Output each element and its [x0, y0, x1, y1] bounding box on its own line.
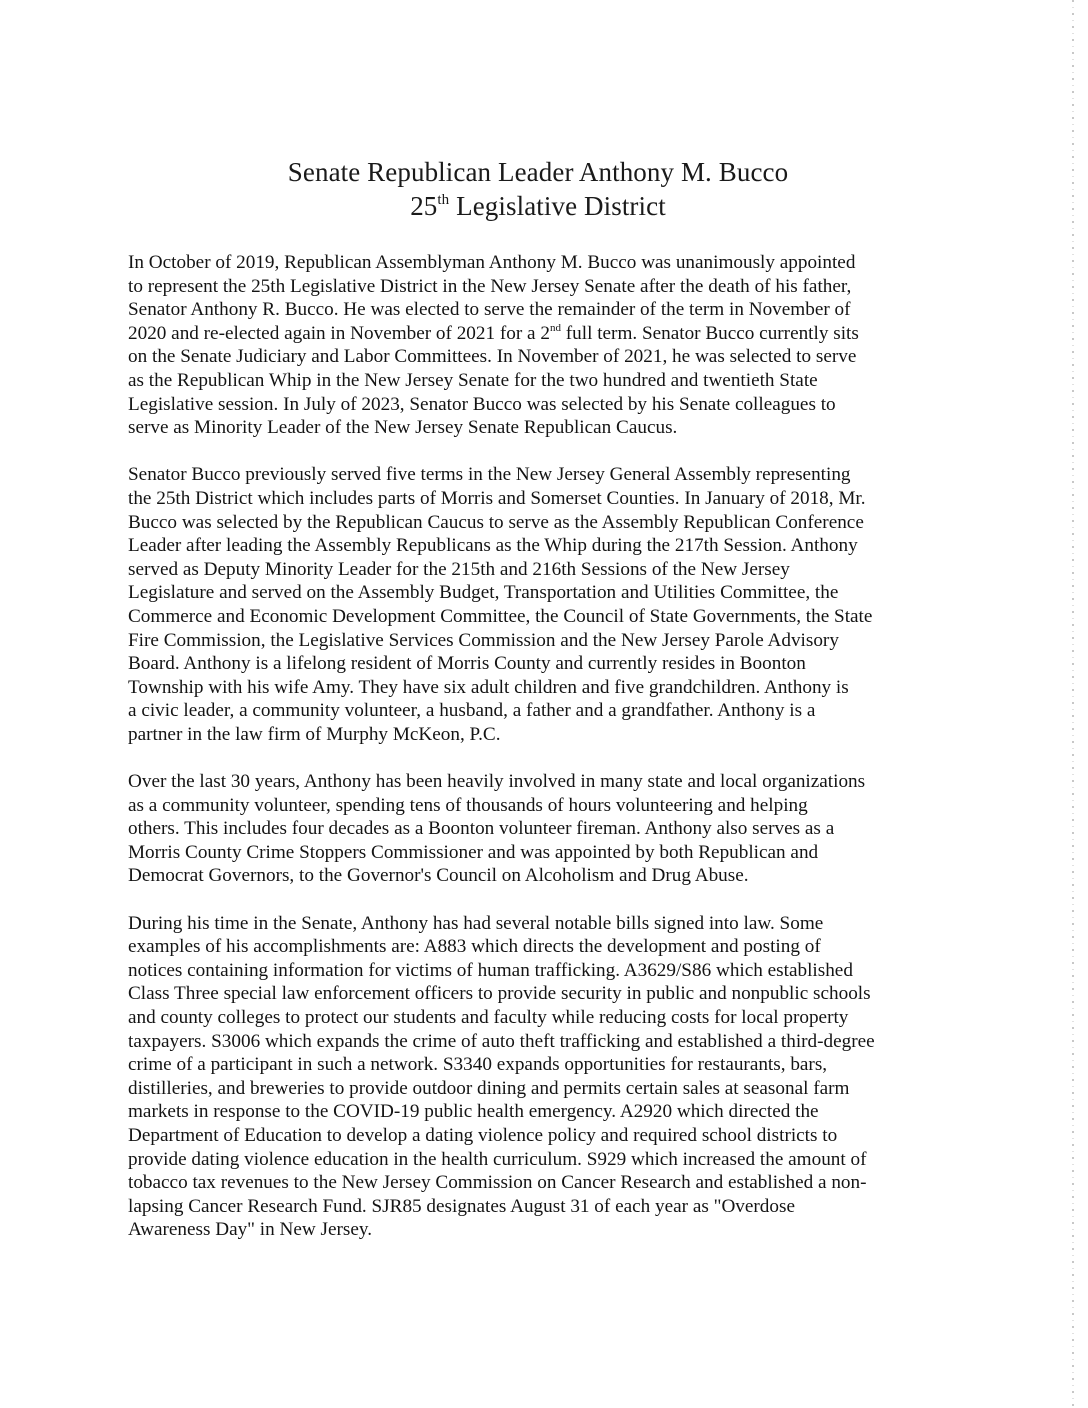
text-line: others. This includes four decades as a Boonton volunteer fireman. Anthony also serves as a: [128, 818, 835, 840]
text-line: During his time in the Senate, Anthony has had several notable bills signed into law. Some: [128, 912, 824, 934]
text-line: Board. Anthony is a lifelong resident of Morris County and currently resides in Boonton: [128, 653, 806, 675]
text-line: Class Three special law enforcement officers to provide security in public and nonpublic schools: [128, 983, 871, 1005]
text-line: examples of his accomplishments are: A883 which directs the development and posting of: [128, 936, 821, 958]
text-line: partner in the law firm of Murphy McKeon, P.C.: [128, 723, 501, 745]
page-subtitle: [0, 189, 1076, 223]
text-line: as a community volunteer, spending tens of thousands of hours volunteering and helping: [128, 794, 808, 816]
text-line: Legislative session. In July of 2023, Senator Bucco was selected by his Senate colleagues to: [128, 393, 836, 415]
page-title: Senate Republican Leader Anthony M. Bucco: [287, 157, 789, 187]
text-line: Senator Anthony R. Bucco. He was elected to serve the remainder of the term in November of: [128, 299, 851, 321]
text-line: distilleries, and breweries to provide outdoor dining and permits certain sales at seasonal farm: [128, 1077, 850, 1099]
district-label: Legislative District: [449, 191, 666, 221]
text-line: as the Republican Whip in the New Jersey Senate for the two hundred and twentieth State: [128, 369, 818, 391]
text-line: tobacco tax revenues to the New Jersey Commission on Cancer Research and established a non-: [128, 1172, 867, 1194]
text-line: Township with his wife Amy. They have six adult children and five grandchildren. Anthony is: [128, 676, 849, 698]
text-segment: full term. Senator Bucco currently sits: [560, 322, 859, 344]
text-line: Fire Commission, the Legislative Services Commission and the New Jersey Parole Advisory: [128, 629, 839, 651]
text-line: notices containing information for victims of human trafficking. A3629/S86 which established: [128, 959, 853, 981]
text-line: to represent the 25th Legislative District in the New Jersey Senate after the death of his father,: [128, 275, 852, 297]
district-ordinal-suffix: th: [437, 192, 450, 208]
text-line: Awareness Day" in New Jersey.: [128, 1219, 373, 1241]
text-line: Democrat Governors, to the Governor's Council on Alcoholism and Drug Abuse.: [128, 865, 749, 887]
text-line: crime of a participant in such a network. S3340 expands opportunities for restaurants, bars,: [128, 1054, 828, 1076]
text-line: Leader after leading the Assembly Republicans as the Whip during the 217th Session. Anthony: [128, 535, 858, 557]
text-line: a civic leader, a community volunteer, a husband, a father and a grandfather. Anthony is a: [128, 700, 816, 722]
text-line: served as Deputy Minority Leader for the 215th and 216th Sessions of the New Jersey: [128, 558, 790, 580]
paragraph: [128, 912, 974, 1242]
district-number: 25: [410, 191, 438, 221]
text-line: In October of 2019, Republican Assemblyman Anthony M. Bucco was unanimously appointed: [128, 252, 856, 273]
text-segment: 2020 and re-elected again in November of 2021 for a 2: [128, 322, 550, 344]
ordinal-suffix: nd: [549, 321, 561, 334]
text-line: Department of Education to develop a dating violence policy and required school districts to: [128, 1124, 838, 1146]
paragraph: [128, 251, 974, 440]
text-line: [128, 322, 974, 346]
paragraph: [128, 463, 974, 746]
text-line: on the Senate Judiciary and Labor Committees. In November of 2021, he was selected to serve: [128, 346, 857, 368]
text-line: serve as Minority Leader of the New Jersey Senate Republican Caucus.: [128, 417, 678, 439]
text-line: Over the last 30 years, Anthony has been heavily involved in many state and local organizations: [128, 771, 866, 793]
document-header: [0, 155, 1076, 223]
text-line: lapsing Cancer Research Fund. SJR85 designates August 31 of each year as "Overdose: [128, 1195, 795, 1217]
text-line: markets in response to the COVID-19 public health emergency. A2920 which directed the: [128, 1101, 819, 1123]
text-line: provide dating violence education in the health curriculum. S929 which increased the amount of: [128, 1148, 867, 1170]
text-line: and county colleges to protect our students and faculty while reducing costs for local property: [128, 1007, 849, 1028]
text-line: Bucco was selected by the Republican Caucus to serve as the Assembly Republican Conference: [128, 511, 864, 533]
document-body: [128, 251, 974, 1266]
text-line: Commerce and Economic Development Committee, the Council of State Governments, the State: [128, 605, 873, 627]
text-line: Senator Bucco previously served five terms in the New Jersey General Assembly representing: [128, 464, 851, 486]
text-line: the 25th District which includes parts of Morris and Somerset Counties. In January of 2018, Mr.: [128, 487, 866, 509]
text-line: Morris County Crime Stoppers Commissioner and was appointed by both Republican and: [128, 841, 819, 863]
text-line: Legislature and served on the Assembly Budget, Transportation and Utilities Committee, the: [128, 582, 839, 604]
paragraph: [128, 770, 974, 888]
text-line: taxpayers. S3006 which expands the crime of auto theft trafficking and established a third-degree: [128, 1030, 875, 1052]
